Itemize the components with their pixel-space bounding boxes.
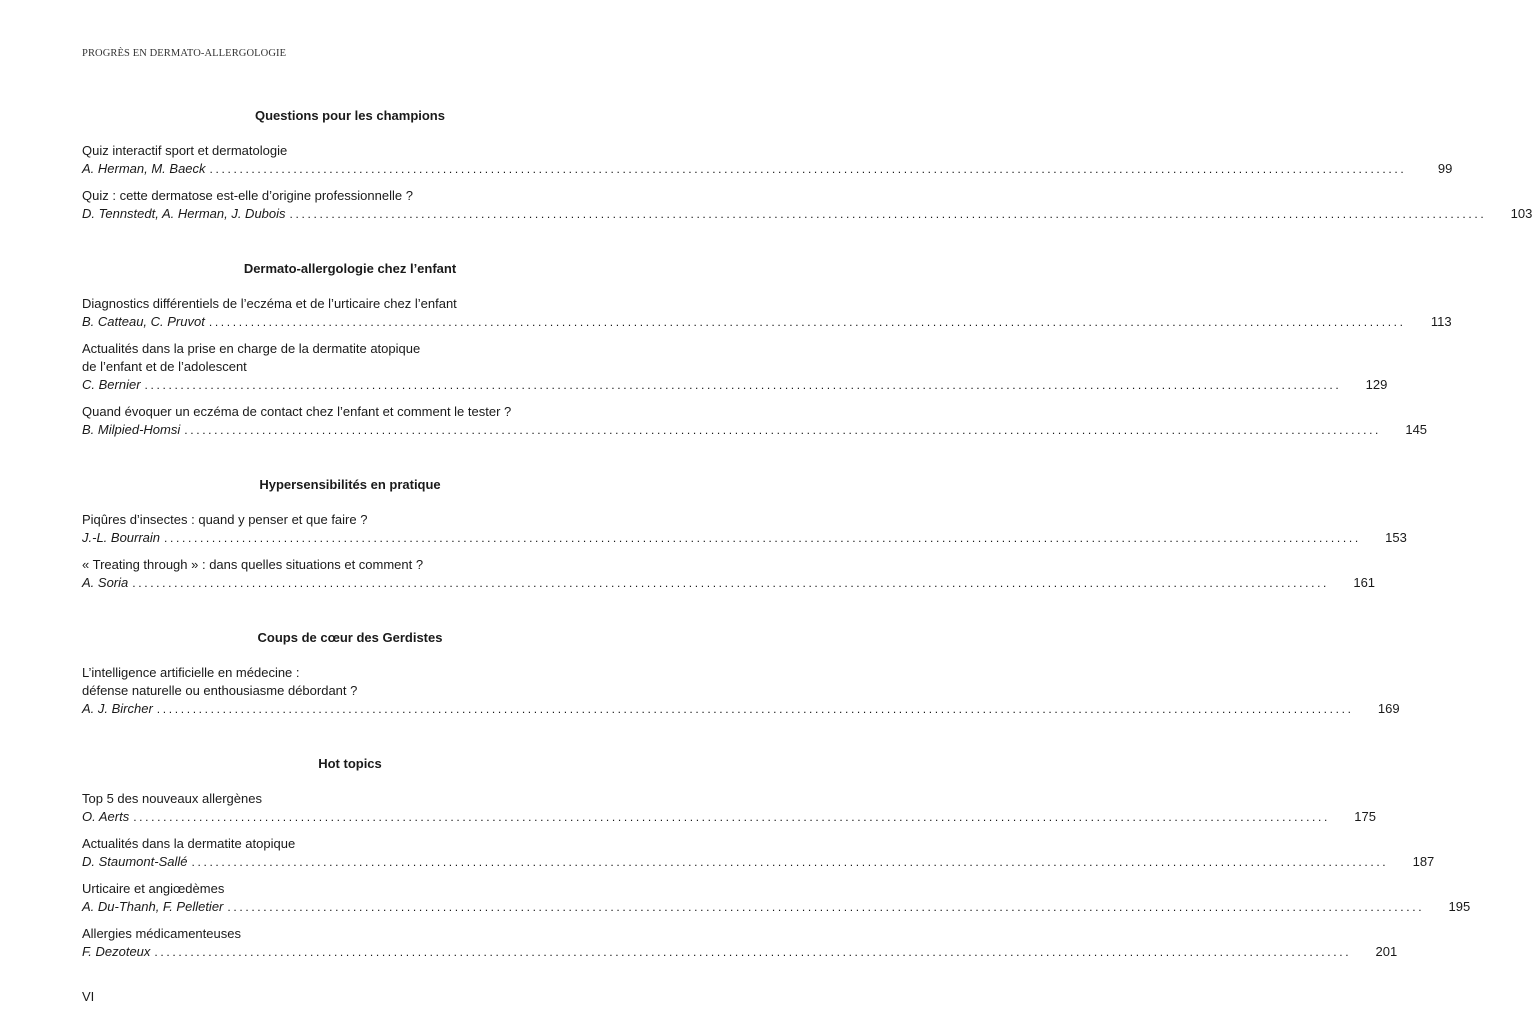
toc-entry[interactable] [82, 880, 1471, 916]
toc-section [82, 107, 1532, 223]
entry-title-line: L’intelligence artificielle en médecine : [82, 665, 300, 680]
entry-page-number: 201 [1375, 944, 1398, 959]
entry-page-number: 145 [1405, 422, 1428, 437]
dot-leader: ........................................................................................................................................................................................................ [156, 702, 1354, 716]
entry-page-number: 99 [1437, 161, 1453, 176]
toc-section [82, 755, 1471, 961]
author-line [82, 943, 1398, 961]
author-line [82, 313, 1452, 331]
dot-leader: ........................................................................................................................................................................................................ [208, 315, 1406, 329]
entry-title-line: Allergies médicamenteuses [82, 926, 241, 941]
entry-authors: O. Aerts [82, 809, 130, 824]
toc-entry[interactable] [82, 925, 1398, 961]
entry-authors: D. Tennstedt, A. Herman, J. Dubois [82, 206, 286, 221]
dot-leader: ........................................................................................................................................................................................................ [191, 855, 1389, 869]
author-line [82, 898, 1471, 916]
toc-entry[interactable] [82, 142, 1453, 178]
author-line [82, 160, 1453, 178]
entry-authors: B. Catteau, C. Pruvot [82, 314, 205, 329]
entry-title-line: Top 5 des nouveaux allergènes [82, 791, 262, 806]
section-title: Coups de cœur des Gerdistes [257, 630, 443, 645]
entry-authors: C. Bernier [82, 377, 141, 392]
dot-leader: ........................................................................................................................................................................................................ [154, 945, 1352, 959]
entry-title-line: défense naturelle ou enthousiasme débordant ? [82, 683, 358, 698]
toc-entry[interactable] [82, 835, 1435, 871]
dot-leader: ........................................................................................................................................................................................................ [184, 423, 1382, 437]
entry-title-line: Actualités dans la prise en charge de la dermatite atopique [82, 341, 421, 356]
entry-page-number: 129 [1365, 377, 1388, 392]
entry-authors: A. J. Bircher [82, 701, 153, 716]
author-line [82, 529, 1407, 547]
section-title: Hypersensibilités en pratique [259, 477, 441, 492]
toc-section [82, 629, 1400, 718]
entry-page-number: 103 [1510, 206, 1532, 221]
entry-page-number: 195 [1448, 899, 1471, 914]
section-title: Questions pour les champions [255, 108, 445, 123]
entry-title-line: Urticaire et angiœdèmes [82, 881, 225, 896]
entry-page-number: 187 [1412, 854, 1435, 869]
author-line [82, 700, 1400, 718]
entry-authors: J.-L. Bourrain [82, 530, 161, 545]
dot-leader: ........................................................................................................................................................................................................ [209, 162, 1407, 176]
section-title: Hot topics [318, 756, 382, 771]
entry-page-number: 175 [1354, 809, 1376, 824]
entry-title-line: de l’enfant et de l’adolescent [82, 359, 247, 374]
dot-leader: ........................................................................................................................................................................................................ [132, 576, 1330, 590]
toc-entry[interactable] [82, 790, 1376, 826]
author-line [82, 376, 1388, 394]
dot-leader: ........................................................................................................................................................................................................ [144, 378, 1342, 392]
entry-title-line: « Treating through » : dans quelles situations et comment ? [82, 557, 424, 572]
author-line [82, 853, 1435, 871]
entry-authors: A. Soria [82, 575, 129, 590]
page-number: VI [82, 989, 95, 1004]
entry-page-number: 169 [1377, 701, 1400, 716]
entry-page-number: 113 [1430, 314, 1452, 329]
toc-entry[interactable] [82, 556, 1376, 592]
entry-title-line: Quand évoquer un eczéma de contact chez l’enfant et comment le tester ? [82, 404, 512, 419]
author-line [82, 808, 1376, 826]
toc-entry[interactable] [82, 511, 1407, 547]
toc-entry[interactable] [82, 187, 1532, 223]
author-line [82, 574, 1376, 592]
toc-entry[interactable] [82, 664, 1400, 718]
entry-page-number: 161 [1353, 575, 1376, 590]
entry-authors: A. Du-Thanh, F. Pelletier [82, 899, 224, 914]
toc-section [82, 260, 1452, 439]
table-of-contents [82, 107, 1532, 961]
entry-title-line: Piqûres d’insectes : quand y penser et que faire ? [82, 512, 368, 527]
running-header: PROGRÈS EN DERMATO-ALLERGOLOGIE [82, 48, 287, 59]
entry-title-line: Actualités dans la dermatite atopique [82, 836, 296, 851]
toc-section [82, 476, 1407, 592]
entry-title-line: Quiz interactif sport et dermatologie [82, 143, 288, 158]
entry-authors: D. Staumont-Sallé [82, 854, 188, 869]
author-line [82, 205, 1532, 223]
toc-entry[interactable] [82, 295, 1452, 331]
section-title: Dermato-allergologie chez l’enfant [243, 261, 457, 276]
entry-authors: F. Dezoteux [82, 944, 151, 959]
dot-leader: ........................................................................................................................................................................................................ [133, 810, 1330, 824]
author-line [82, 421, 1428, 439]
dot-leader: ........................................................................................................................................................................................................ [227, 900, 1425, 914]
toc-entry[interactable] [82, 340, 1388, 394]
dot-leader: ........................................................................................................................................................................................................ [289, 207, 1487, 221]
entry-title-line: Diagnostics différentiels de l’eczéma et de l’urticaire chez l’enfant [82, 296, 457, 311]
entry-title-line: Quiz : cette dermatose est-elle d’origine professionnelle ? [82, 188, 413, 203]
entry-authors: A. Herman, M. Baeck [82, 161, 206, 176]
dot-leader: ........................................................................................................................................................................................................ [164, 531, 1361, 545]
entry-authors: B. Milpied-Homsi [82, 422, 181, 437]
entry-page-number: 153 [1385, 530, 1407, 545]
toc-entry[interactable] [82, 403, 1428, 439]
